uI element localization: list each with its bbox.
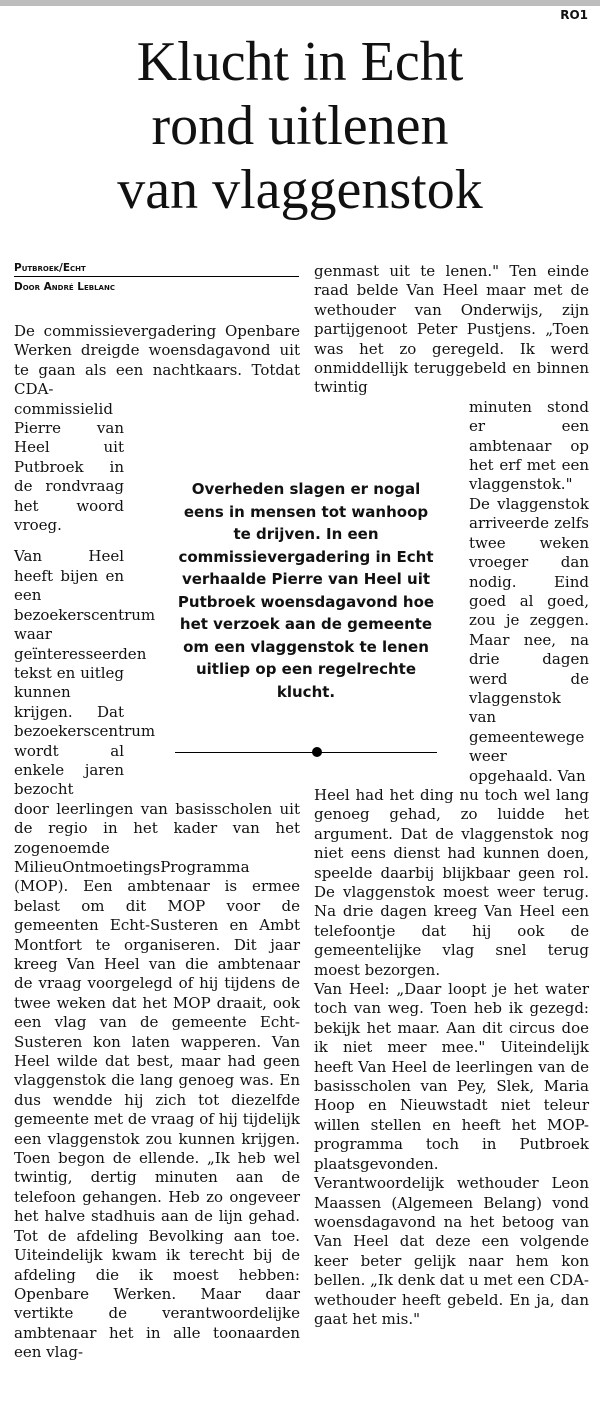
pull-quote: Overheden slagen er nogal eens in mensen tot wanhoop te drijven. In een commissievergadering in Echt verhaalde Pierre van Heel uit Putbroek woensdagavond hoe het verzoek aan de gemeente om een vlaggenstok te lenen uitliep op een regelrechte klucht. [177, 480, 435, 701]
paragraph: Verantwoordelijk wethouder Leon Maassen (Algemeen Belang) vond woensdagavond na het betoog van Van Heel dat deze een volgende keer beter gelijk naar hem kon bellen. „Ik denk dat u met een CDA-wethouder heeft gebeld. En ja, dan gaat het mis." [314, 1174, 589, 1328]
headline-line: Klucht in Echt [136, 31, 464, 93]
paragraph: De commissievergadering Openbare Werken dreigde woensdagavond uit te gaan als een nachtkaars. Totdat CDA- [14, 322, 300, 399]
headline-line: van vlaggenstok [117, 159, 483, 221]
top-scan-bar [0, 0, 600, 6]
paragraph: commissielid Pierre van Heel uit Putbroek in de rondvraag het woord vroeg. [14, 399, 124, 535]
paragraph: Heel had het ding nu toch wel lang genoeg gehad, zo luidde het argument. Dat de vlaggenstok nog niet eens dienst had kunnen doen, speelde daarbij blijkbaar geen rol. De vlaggenstok moest weer terug. Na drie dagen kreeg Van Heel een telefoontje dat hij ook de gemeentelijke vlag snel terug moest bezorgen. [314, 785, 589, 979]
dateline: Putbroek/Echt [14, 262, 299, 277]
paragraph: genmast uit te lenen." Ten einde raad belde Van Heel maar met de wethouder van Onderwijs, zijn partijgenoot Peter Pustjens. „Toen was het zo geregeld. Ik werd onmiddellijk teruggebeld en binnen twintig [314, 262, 589, 397]
headline-line: rond uitlenen [151, 95, 449, 157]
page-code: RO1 [560, 8, 588, 22]
bullet-dot-icon [312, 747, 322, 757]
pull-quote-rule [175, 752, 437, 753]
paragraph: Van Heel heeft bijen en een bezoekerscentrum waar geïnteresseerden tekst en uitleg kunnen krijgen. Dat bezoekerscentrum wordt al enkele jaren bezocht [14, 547, 156, 799]
paragraph: Van Heel: „Daar loopt je het water toch van weg. Toen heb ik gezegd: bekijk het maar. Aan dit circus doe ik niet meer mee." Uiteindelijk heeft Van Heel de leerlingen van de basisscholen van Pey, Slek, Maria Hoop en Nieuwstadt niet teleur willen stellen en heeft het MOP-programma toch in Putbroek plaatsgevonden. [314, 980, 589, 1173]
byline: Door André Leblanc [14, 281, 115, 293]
article-kicker [14, 262, 299, 293]
headline [0, 30, 600, 222]
paragraph: door leerlingen van basisscholen uit de regio in het kader van het zogenoemde MilieuOntmoetingsProgramma (MOP). Een ambtenaar is ermee belast om dit MOP voor de gemeenten Echt-Susteren en Ambt Montfort te organiseren. Dit jaar kreeg Van Heel van die ambtenaar de vraag voorgelegd of hij tijdens de twee weken dat het MOP draait, ook een vlag van de gemeente Echt-Susteren kon laten wapperen. Van Heel wilde dat best, maar had geen vlaggenstok die lang genoeg was. En dus wendde hij zich tot diezelfde gemeente met de vraag of hij tijdelijk een vlaggenstok zou kunnen krijgen. Toen begon de ellende. „Ik heb wel twintig, dertig minuten aan de telefoon gehangen. Heb zo ongeveer het halve stadhuis aan de lijn gehad. Tot de afdeling Bevolking aan toe. Uiteindelijk kwam ik terecht bij de afdeling die ik moest hebben: Openbare Werken. Maar daar vertikte de verantwoordelijke ambtenaar het in alle toonaarden een vlag- [14, 799, 300, 1362]
article-column-2 [314, 262, 589, 1329]
paragraph: minuten stond er een ambtenaar op het erf met een vlaggenstok." De vlaggenstok arriveerde zelfs twee weken vroeger dan nodig. Eind goed al goed, zou je zeggen. Maar nee, na drie dagen werd de vlaggenstok van gemeentewege weer opgehaald. Van [469, 397, 589, 785]
